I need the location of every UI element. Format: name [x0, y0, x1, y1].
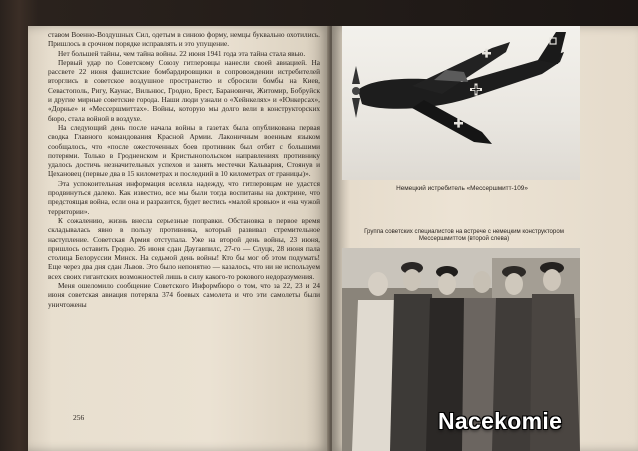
paragraph: К сожалению, жизнь внесла серьезные поправки. Обстановка в первое время складывалась явно в пользу противника, который развивал стремительное наступление. Советская Армия отступала. Уже на второй день войны, 23 июня, пришлось оставить Гродно. 26 июня сдан Даугавпилс, 27-го — Слуцк, 28 июня пала столица Белоруссии Минск. На седьмой день войны! Кто бы мог об этом подумать! Еще через два дня сдан Львов. Это было непонятно — казалось, что ни не используем всех своих гигантских возможностей лишь в силу какого-то рокового недоразумения. — [48, 215, 320, 281]
photo-caption-top: Немецкий истребитель «Мессершмитт-109» — [396, 185, 528, 192]
paragraph: Первый удар по Советскому Союзу гитлеровцы нанесли своей авиацией. На рассвете 22 июня фашистские бомбардировщики в сопровождении истребителей вторглись в советское воздушное пространство и сбросили бомбы на Киев, Севастополь, Ригу, Каунас, Вильнюс, Гродно, Брест, Барановичи, Житомир, Бобруйск и другие мирные советские города. Наши люди узнали о «Хейнкелях» и «Юнкерсах», «Дорнье» и «Мессершмиттах». Войны, которую мы долго вели в конструкторских бюро, стала войной в воздухе. — [48, 57, 320, 123]
paragraph: Эта успокоительная информация вселяла надежду, что гитлеровцам не удастся продвинуться далеко. Как известно, все мы были тогда воспитаны на доктрине, что предстоящая война, если она и разразится, будет вестись «малой кровью» и «на чужой территории». — [48, 178, 320, 216]
left-page-text — [48, 30, 320, 309]
paragraph: Меня ошеломило сообщение Советского Информбюро о том, что за 22, 23 и 24 июня советская авиация потеряла 374 боевых самолета и что эти самолеты были уничтожены — [48, 281, 320, 309]
paragraph: На следующий день после начала войны в газетах была опубликована первая сводка Главного командования Красной Армии. Лаконичным военным языком сообщалось, что «после ожесточенных боев противник был отбит с большими потерями. Только в Гродненском и Кристынопольском направлениях противнику удалось достичь незначительных успехов и занять местечки Кальвария, Стоянув и Цехановец (первые два в 15 километрах и последний в 10 километрах от границы)». — [48, 122, 320, 179]
photo-caption-bottom: Группа советских специалистов на встрече с немецким конструктором Мессершмиттом (второй слева) — [364, 228, 564, 243]
watermark-text: Nacekomie — [438, 408, 563, 434]
messerschmitt-plane-illustration — [342, 26, 580, 180]
paragraph: ставом Военно-Воздушных Сил, одетым в синюю форму, немцы буквально охотились. Пришлось в срочном порядке исправлять и это упущение. — [48, 30, 320, 49]
paragraph: Нет большей тайны, чем тайна войны. 22 июня 1941 года эта тайна стала явью. — [58, 48, 306, 58]
messerschmitt-photo — [342, 26, 580, 180]
page-number: 256 — [73, 413, 85, 422]
